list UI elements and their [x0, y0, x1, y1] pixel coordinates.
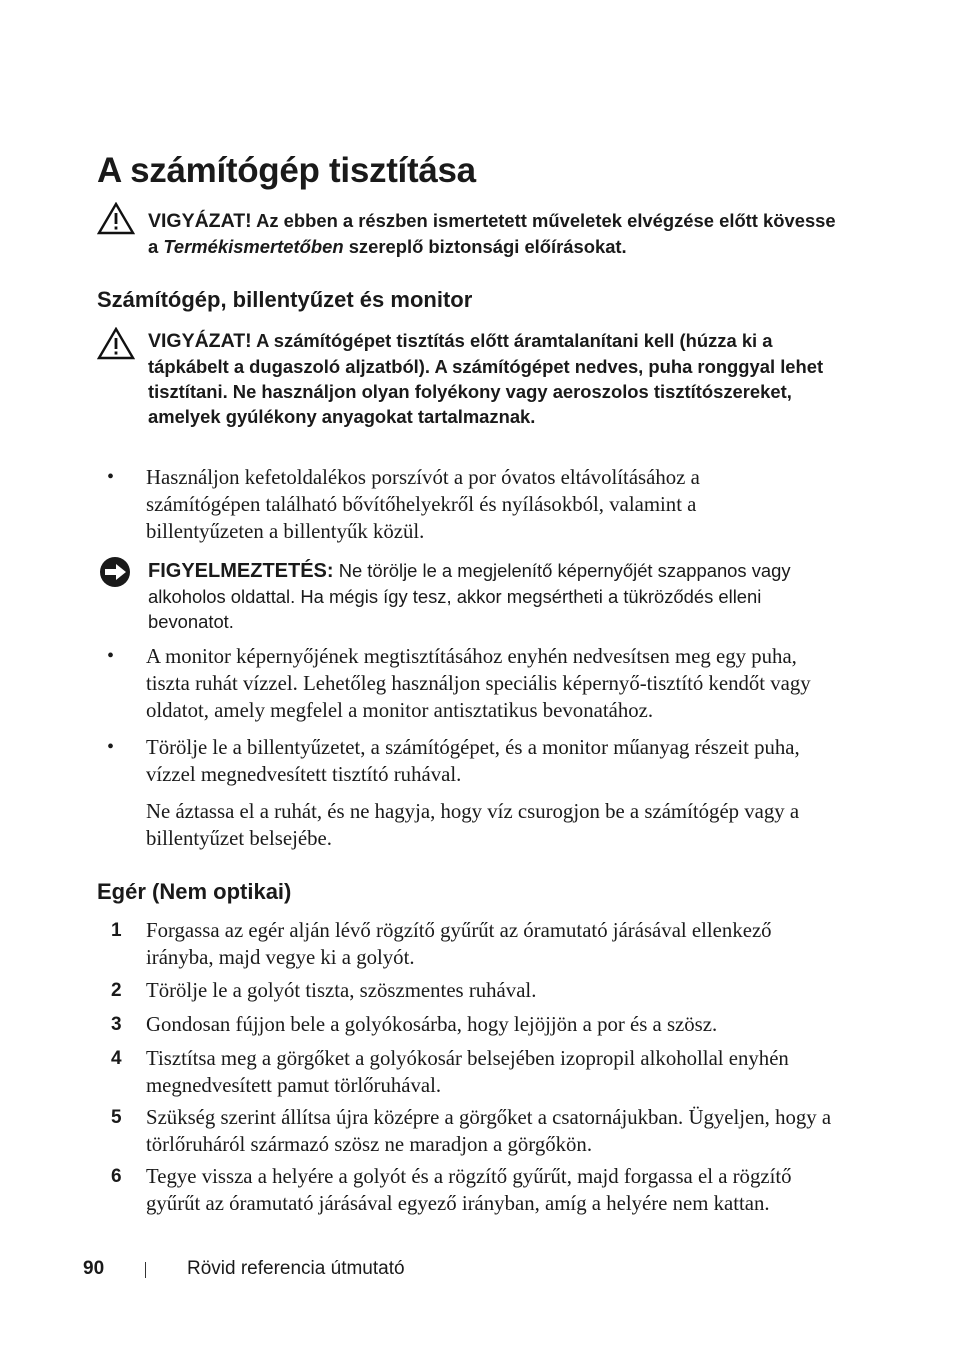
page-title: A számítógép tisztítása	[97, 151, 476, 190]
caution-notice	[148, 208, 838, 259]
notice-hand-icon	[99, 556, 131, 588]
step-text: Tisztítsa meg a görgőket a golyókosár belsejében izopropil alkohollal enyhén megnedvesített pamut törlőruhával.	[146, 1047, 789, 1097]
step-text: Szükség szerint állítsa újra középre a görgőket a csatornájukban. Ügyeljen, hogy a törlőruháról származó szösz ne maradjon a görgőkön.	[146, 1106, 832, 1156]
step-number: 3	[111, 1014, 122, 1035]
caution-text: Az ebben a részben ismertetett műveletek elvégzése előtt kövesse a	[148, 210, 836, 257]
section-heading-computer: Számítógép, billentyűzet és monitor	[97, 287, 473, 312]
bullet-icon: •	[107, 736, 115, 758]
notice-label: FIGYELMEZTETÉS:	[148, 560, 334, 582]
bullet-item: Törölje le a billentyűzetet, a számítógépet, és a monitor műanyag részeit puha, vízzel megnedvesített tisztító ruhával.	[146, 736, 800, 786]
notice-box	[148, 558, 838, 634]
step-text: Törölje le a golyót tiszta, szöszmentes ruhával.	[146, 979, 537, 1002]
caution-label: VIGYÁZAT!	[148, 210, 252, 232]
bullet-icon: •	[107, 466, 115, 488]
bullet-icon: •	[107, 645, 115, 667]
step-number: 5	[111, 1107, 122, 1128]
bullet-item: Használjon kefetoldalékos porszívót a por óvatos eltávolításához a számítógépen található bővítőhelyekről és nyílásokból, valamint a billentyűzeten a billentyűk közül.	[146, 466, 700, 543]
caution-notice	[148, 328, 838, 429]
step-text: Forgassa az egér alján lévő rögzítő gyűrűt az óramutató járásával ellenkező irányba, majd vegye ki a golyót.	[146, 919, 772, 969]
caution-italic-term: Termékismertetőben	[163, 236, 344, 257]
bullet-item: A monitor képernyőjének megtisztításához enyhén nedvesítsen meg egy puha, tiszta ruhát vízzel. Lehetőleg használjon speciális képernyő-tisztító kendőt vagy oldatot, amely megfelel a monitor antisztatikus bevonatához.	[146, 645, 811, 722]
step-text: Tegye vissza a helyére a golyót és a rögzítő gyűrűt, majd forgassa el a rögzítő gyűrűt az óramutató járásával egyező irányban, amíg a helyére nem kattan.	[146, 1165, 792, 1215]
warning-triangle-icon	[97, 327, 135, 361]
step-text: Gondosan fújjon bele a golyókosárba, hogy lejöjjön a por és a szösz.	[146, 1013, 718, 1036]
section-heading-mouse: Egér (Nem optikai)	[97, 879, 292, 904]
warning-triangle-icon	[97, 202, 135, 236]
footer-doc-title: Rövid referencia útmutató	[187, 1258, 405, 1279]
step-number: 6	[111, 1166, 122, 1187]
step-number: 1	[111, 920, 122, 941]
bullet-paragraph: Ne áztassa el a ruhát, és ne hagyja, hogy víz csurogjon be a számítógép vagy a billentyűzet belsejébe.	[146, 800, 800, 850]
notice-text: Ne törölje le a megjelenítő képernyőjét szappanos vagy alkoholos oldattal. Ha mégis így tesz, akkor megsértheti a tükröződés elleni bevonatot.	[148, 560, 791, 632]
step-number: 2	[111, 980, 122, 1001]
step-number: 4	[111, 1048, 122, 1069]
page-number: 90	[83, 1258, 105, 1279]
footer-divider	[145, 1262, 146, 1278]
caution-label: VIGYÁZAT!	[148, 330, 252, 352]
caution-text: A számítógépet tisztítás előtt áramtalanítani kell (húzza ki a tápkábelt a dugaszoló aljzatból). A számítógépet nedves, puha ronggyal lehet tisztítani. Ne használjon olyan folyékony vagy aeroszolos tisztítószereket, amelyek gyúlékony anyagokat tartalmaznak.	[148, 330, 824, 427]
caution-text-end: szereplő biztonsági előírásokat.	[343, 236, 627, 257]
